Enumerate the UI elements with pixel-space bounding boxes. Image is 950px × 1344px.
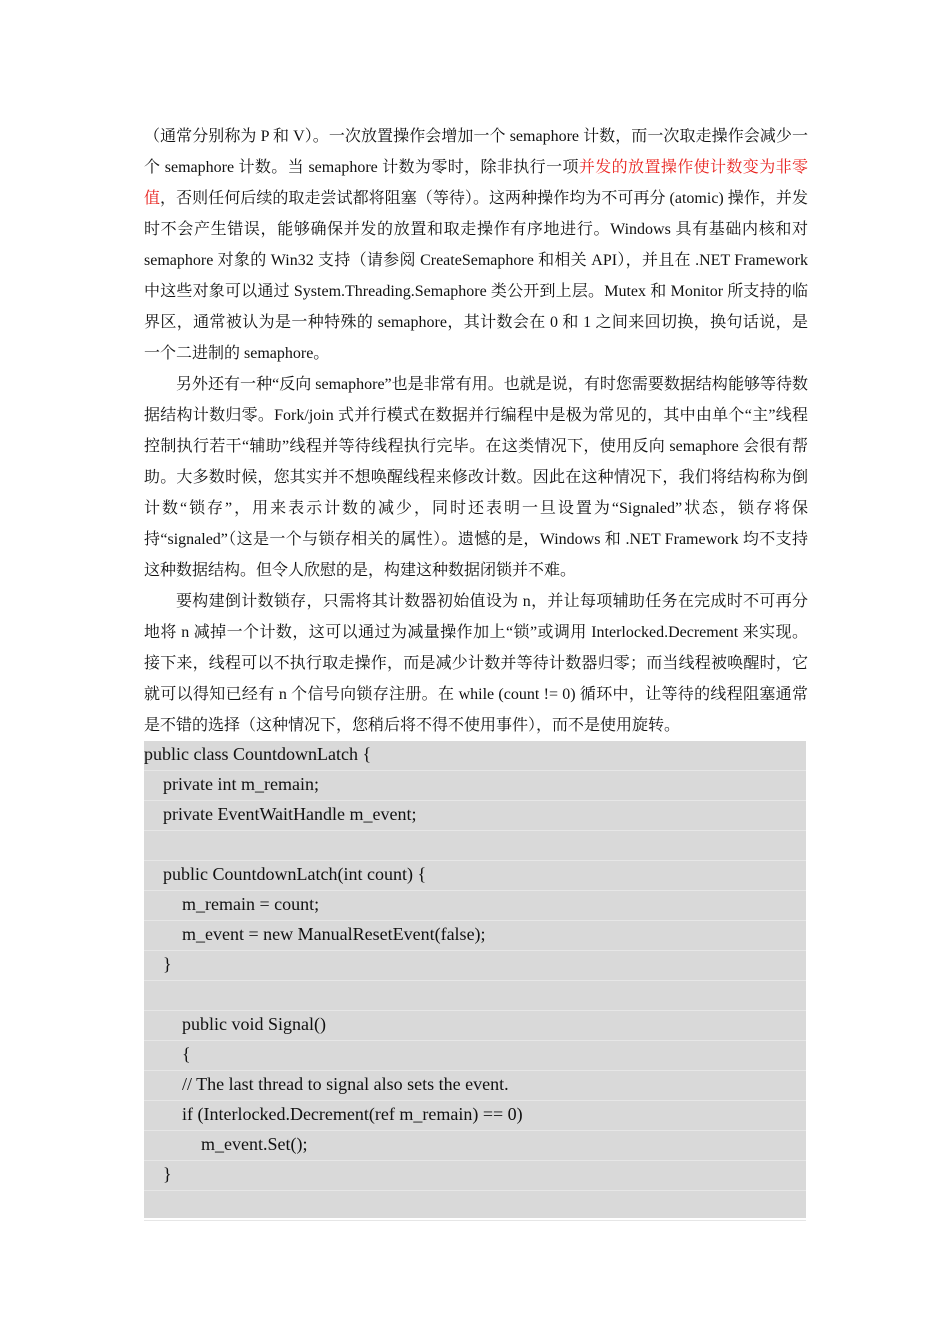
code-line: if (Interlocked.Decrement(ref m_remain) == 0) (144, 1101, 806, 1131)
paragraph-reverse-semaphore (144, 369, 808, 586)
paragraph-text: 要构建倒计数锁存，只需将其计数器初始值设为 n，并让每项辅助任务在完成时不可再分地将 n 减掉一个计数，这可以通过为减量操作加上“锁”或调用 Interlocked.Decrement 来实现。接下来，线程可以不执行取走操作，而是减少计数并等待计数器归零；而当线程被唤醒时，它就可以得知已经有 n 个信号向锁存注册。在 while (count != 0) 循环中，让等待的线程阻塞通常是不错的选择（这种情况下，您稍后将不得不使用事件），而不是使用旋转。 (144, 593, 808, 734)
code-line (144, 981, 806, 1011)
code-line: public void Signal() (144, 1011, 806, 1041)
code-line (144, 1191, 806, 1221)
code-line: // The last thread to signal also sets the event. (144, 1071, 806, 1101)
code-line: public CountdownLatch(int count) { (144, 861, 806, 891)
code-listing (144, 741, 806, 1218)
code-line: private EventWaitHandle m_event; (144, 801, 806, 831)
code-line: m_event.Set(); (144, 1131, 806, 1161)
code-line: public class CountdownLatch { (144, 741, 806, 771)
code-line: } (144, 951, 806, 981)
code-line: m_remain = count; (144, 891, 806, 921)
code-line (144, 831, 806, 861)
code-line: m_event = new ManualResetEvent(false); (144, 921, 806, 951)
paragraph-text: （通常分别称为 P 和 V）。一次放置操作会增加一个 semaphore 计数，而一次取走操作会减少一个 semaphore 计数。当 semaphore 计数为零时，除非执行一项 (144, 128, 808, 176)
code-line: { (144, 1041, 806, 1071)
article-body (144, 121, 808, 741)
code-line: } (144, 1161, 806, 1191)
paragraph-text: 另外还有一种“反向 semaphore”也是非常有用。也就是说，有时您需要数据结构能够等待数据结构计数归零。Fork/join 式并行模式在数据并行编程中是极为常见的，其中由单个“主”线程控制执行若干“辅助”线程并等待线程执行完毕。在这类情况下，使用反向 semaphore 会很有帮助。大多数时候，您其实并不想唤醒线程来修改计数。因此在这种情况下，我们将结构称为倒计数“锁存”，用来表示计数的减少，同时还表明一旦设置为“Signaled”状态，锁存将保持“signaled”（这是一个与锁存相关的属性）。遗憾的是，Windows 和 .NET Framework 均不支持这种数据结构。但令人欣慰的是，构建这种数据闭锁并不难。 (144, 376, 808, 579)
highlighted-text: 并发的放置操作使计数变为非零值 (144, 159, 808, 207)
paragraph-text: ，否则任何后续的取走尝试都将阻塞（等待）。这两种操作均为不可再分 (atomic) 操作，并发时不会产生错误，能够确保并发的放置和取走操作有序地进行。Windows 具有基础内核和对 semaphore 对象的 Win32 支持（请参阅 CreateSemaphore 和相关 API），并且在 .NET Framework 中这些对象可以通过 System.Threading.Semaphore 类公开到上层。Mutex 和 Monitor 所支持的临界区，通常被认为是一种特殊的 semaphore，其计数会在 0 和 1 之间来回切换，换句话说，是一个二进制的 semaphore。 (144, 190, 808, 362)
code-line: private int m_remain; (144, 771, 806, 801)
paragraph-countdown-latch (144, 586, 808, 741)
paragraph-semaphore-basics (144, 121, 808, 369)
